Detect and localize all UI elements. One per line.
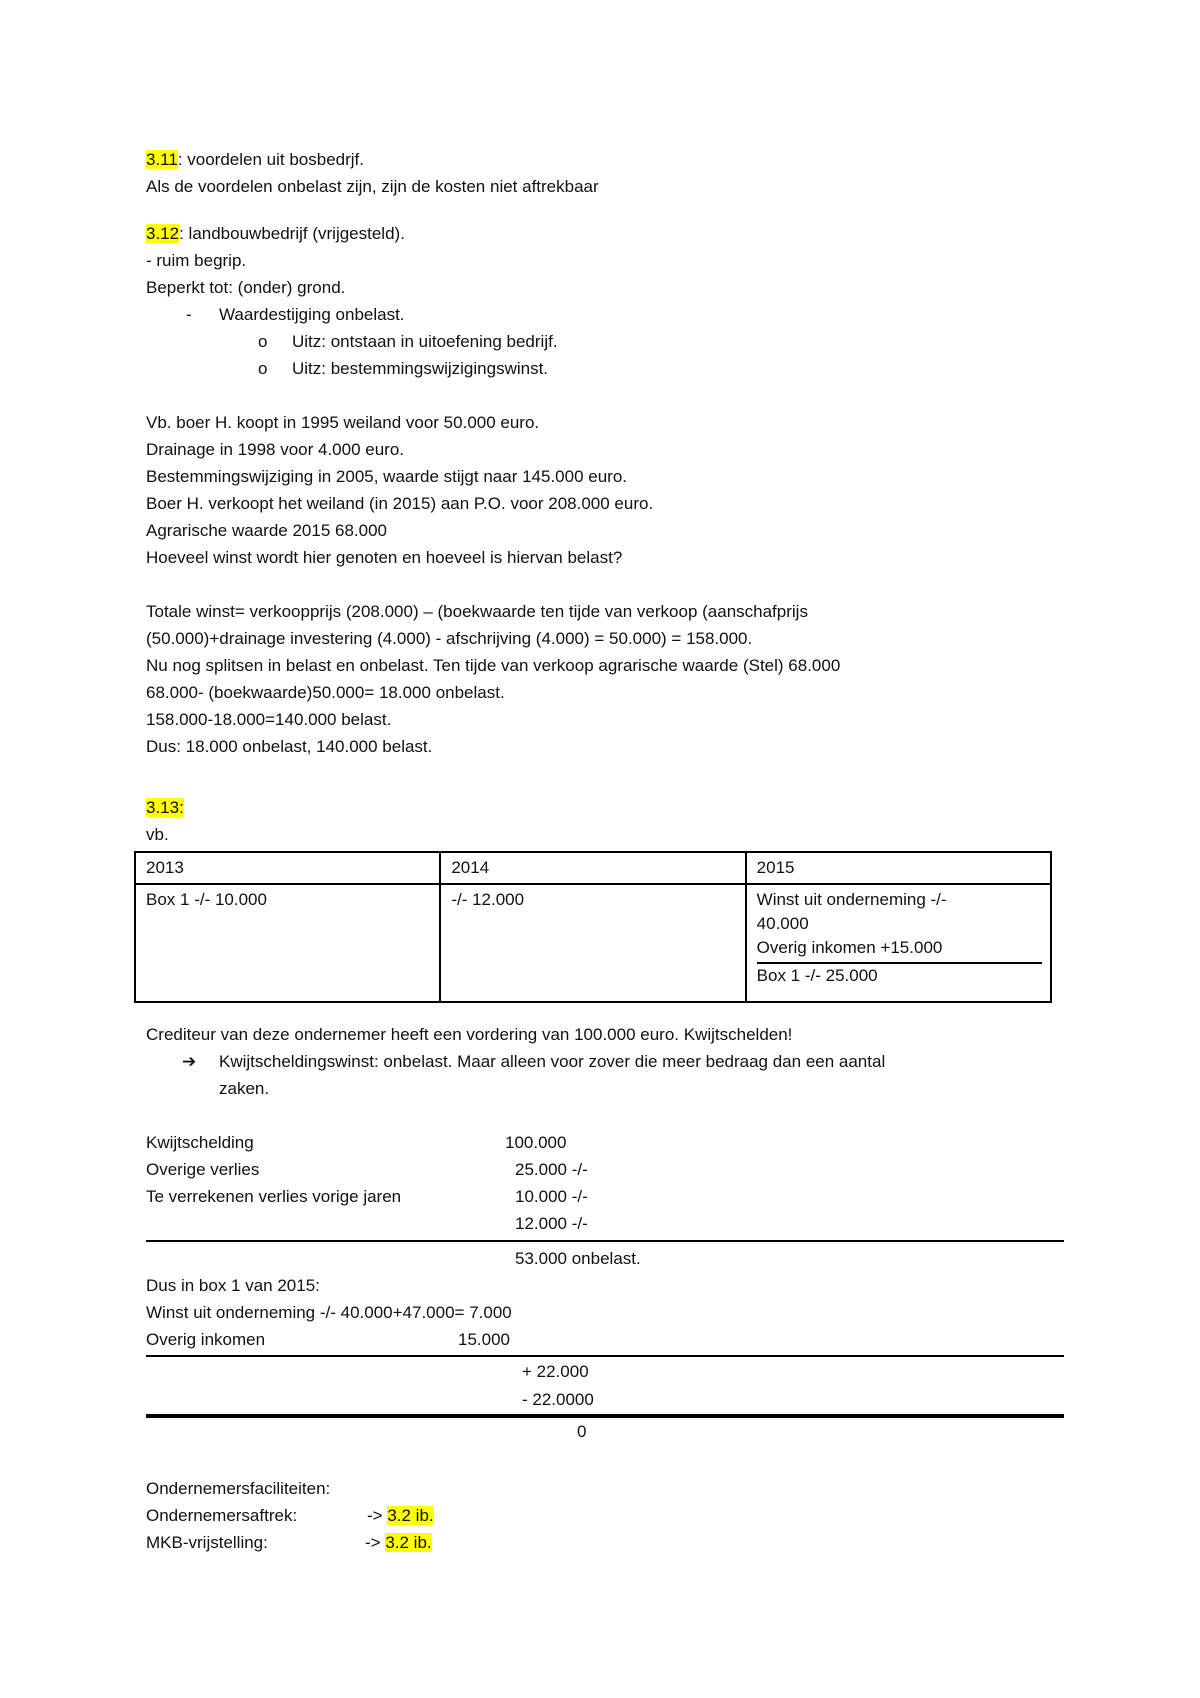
circle-bullet: o [258,359,268,378]
section-number-highlight: 3.11 [146,150,178,169]
cell-total: Box 1 -/- 25.000 [756,966,878,985]
divider [146,1240,1064,1242]
table-header-cell: 2015 [746,852,1051,884]
table-header-cell: 2014 [440,852,745,884]
cell-line: Winst uit onderneming -/- [756,890,947,909]
calc-value: 15.000 [458,1330,510,1349]
list-line: Waardestijging onbelast. [219,305,405,324]
paragraph-line: Crediteur van deze ondernemer heeft een vordering van 100.000 euro. Kwijtschelden! [146,1025,793,1044]
paragraph-line: vb. [146,825,169,844]
calc-label: Te verrekenen verlies vorige jaren [146,1187,402,1206]
example-line: Vb. boer H. koopt in 1995 weiland voor 50.000 euro. [146,413,540,432]
calc-value: 100.000 [505,1133,567,1152]
arrow-right-icon: ➔ [182,1052,197,1071]
heading-text: : voordelen uit bosbedrjf. [177,150,364,169]
table-header-cell: 2013 [135,852,440,884]
facility-arrow [365,1531,432,1555]
paragraph-line: Beperkt tot: (onder) grond. [146,278,346,297]
paragraph-line: Dus in box 1 van 2015: [146,1276,320,1295]
divider [146,1355,1064,1357]
calc-line: Dus: 18.000 onbelast, 140.000 belast. [146,737,433,756]
table-cell: Box 1 -/- 10.000 [135,884,440,1002]
facility-label: Ondernemersaftrek: [146,1506,298,1525]
paragraph-line: Ondernemersfaciliteiten: [146,1479,331,1498]
example-line: Agrarische waarde 2015 68.000 [146,521,387,540]
table-cell [746,884,1051,1002]
example-line: Boer H. verkoopt het weiland (in 2015) aan P.O. voor 208.000 euro. [146,494,654,513]
list-line: Uitz: bestemmingswijzigingswinst. [292,359,549,378]
table-header-row [135,852,1051,884]
calc-line: 158.000-18.000=140.000 belast. [146,710,392,729]
facility-label: MKB-vrijstelling: [146,1533,268,1552]
table-cell: -/- 12.000 [440,884,745,1002]
divider-thick [146,1414,1064,1418]
heading-text: : landbouwbedrijf (vrijgesteld). [179,224,405,243]
calc-value: 12.000 -/- [515,1214,588,1233]
section-number-highlight: 3.12 [146,224,180,243]
reference-highlight: 3.2 ib. [385,1533,432,1552]
paragraph-line: zaken. [219,1079,270,1098]
arrow-text: -> [365,1533,381,1552]
calc-label: Kwijtschelding [146,1133,254,1152]
calc-total: 53.000 onbelast. [515,1249,641,1268]
list-line: Uitz: ontstaan in uitoefening bedrijf. [292,332,558,351]
example-line: Bestemmingswijziging in 2005, waarde stijgt naar 145.000 euro. [146,467,627,486]
cell-line: Overig inkomen +15.000 [757,936,1042,964]
calc-line: Totale winst= verkoopprijs (208.000) – (boekwaarde ten tijde van verkoop (aanschafprijs [146,602,808,621]
reference-highlight: 3.2 ib. [387,1506,434,1525]
paragraph-line: Als de voordelen onbelast zijn, zijn de kosten niet aftrekbaar [146,177,599,196]
table-row [135,884,1051,1002]
calc-line: 68.000- (boekwaarde)50.000= 18.000 onbelast. [146,683,505,702]
facility-arrow [367,1504,434,1528]
calc-value: 25.000 -/- [515,1160,588,1179]
section-3-12-heading [146,222,405,246]
calc-value: - 22.0000 [522,1390,594,1409]
paragraph-line: Kwijtscheldingswinst: onbelast. Maar alleen voor zover die meer bedraag dan een aantal [219,1052,886,1071]
circle-bullet: o [258,332,268,351]
calc-value: + 22.000 [522,1362,589,1381]
loss-table [134,851,1052,1003]
paragraph-line: Winst uit onderneming -/- 40.000+47.000= 7.000 [146,1303,512,1322]
calc-label: Overige verlies [146,1160,260,1179]
calc-value: 10.000 -/- [515,1187,588,1206]
section-3-13-heading [146,796,184,820]
arrow-text: -> [367,1506,383,1525]
calc-label: Overig inkomen [146,1330,266,1349]
example-line: Drainage in 1998 voor 4.000 euro. [146,440,405,459]
section-3-11-heading [146,148,364,172]
dash-bullet: - [186,305,192,324]
calc-line: Nu nog splitsen in belast en onbelast. Ten tijde van verkoop agrarische waarde (Stel) 68.000 [146,656,841,675]
cell-line: 40.000 [756,914,809,933]
section-number-highlight: 3.13: [146,798,184,817]
calc-total: 0 [577,1422,587,1441]
example-line: Hoeveel winst wordt hier genoten en hoeveel is hiervan belast? [146,548,623,567]
calc-line: (50.000)+drainage investering (4.000) - afschrijving (4.000) = 50.000) = 158.000. [146,629,753,648]
list-line: - ruim begrip. [146,251,247,270]
